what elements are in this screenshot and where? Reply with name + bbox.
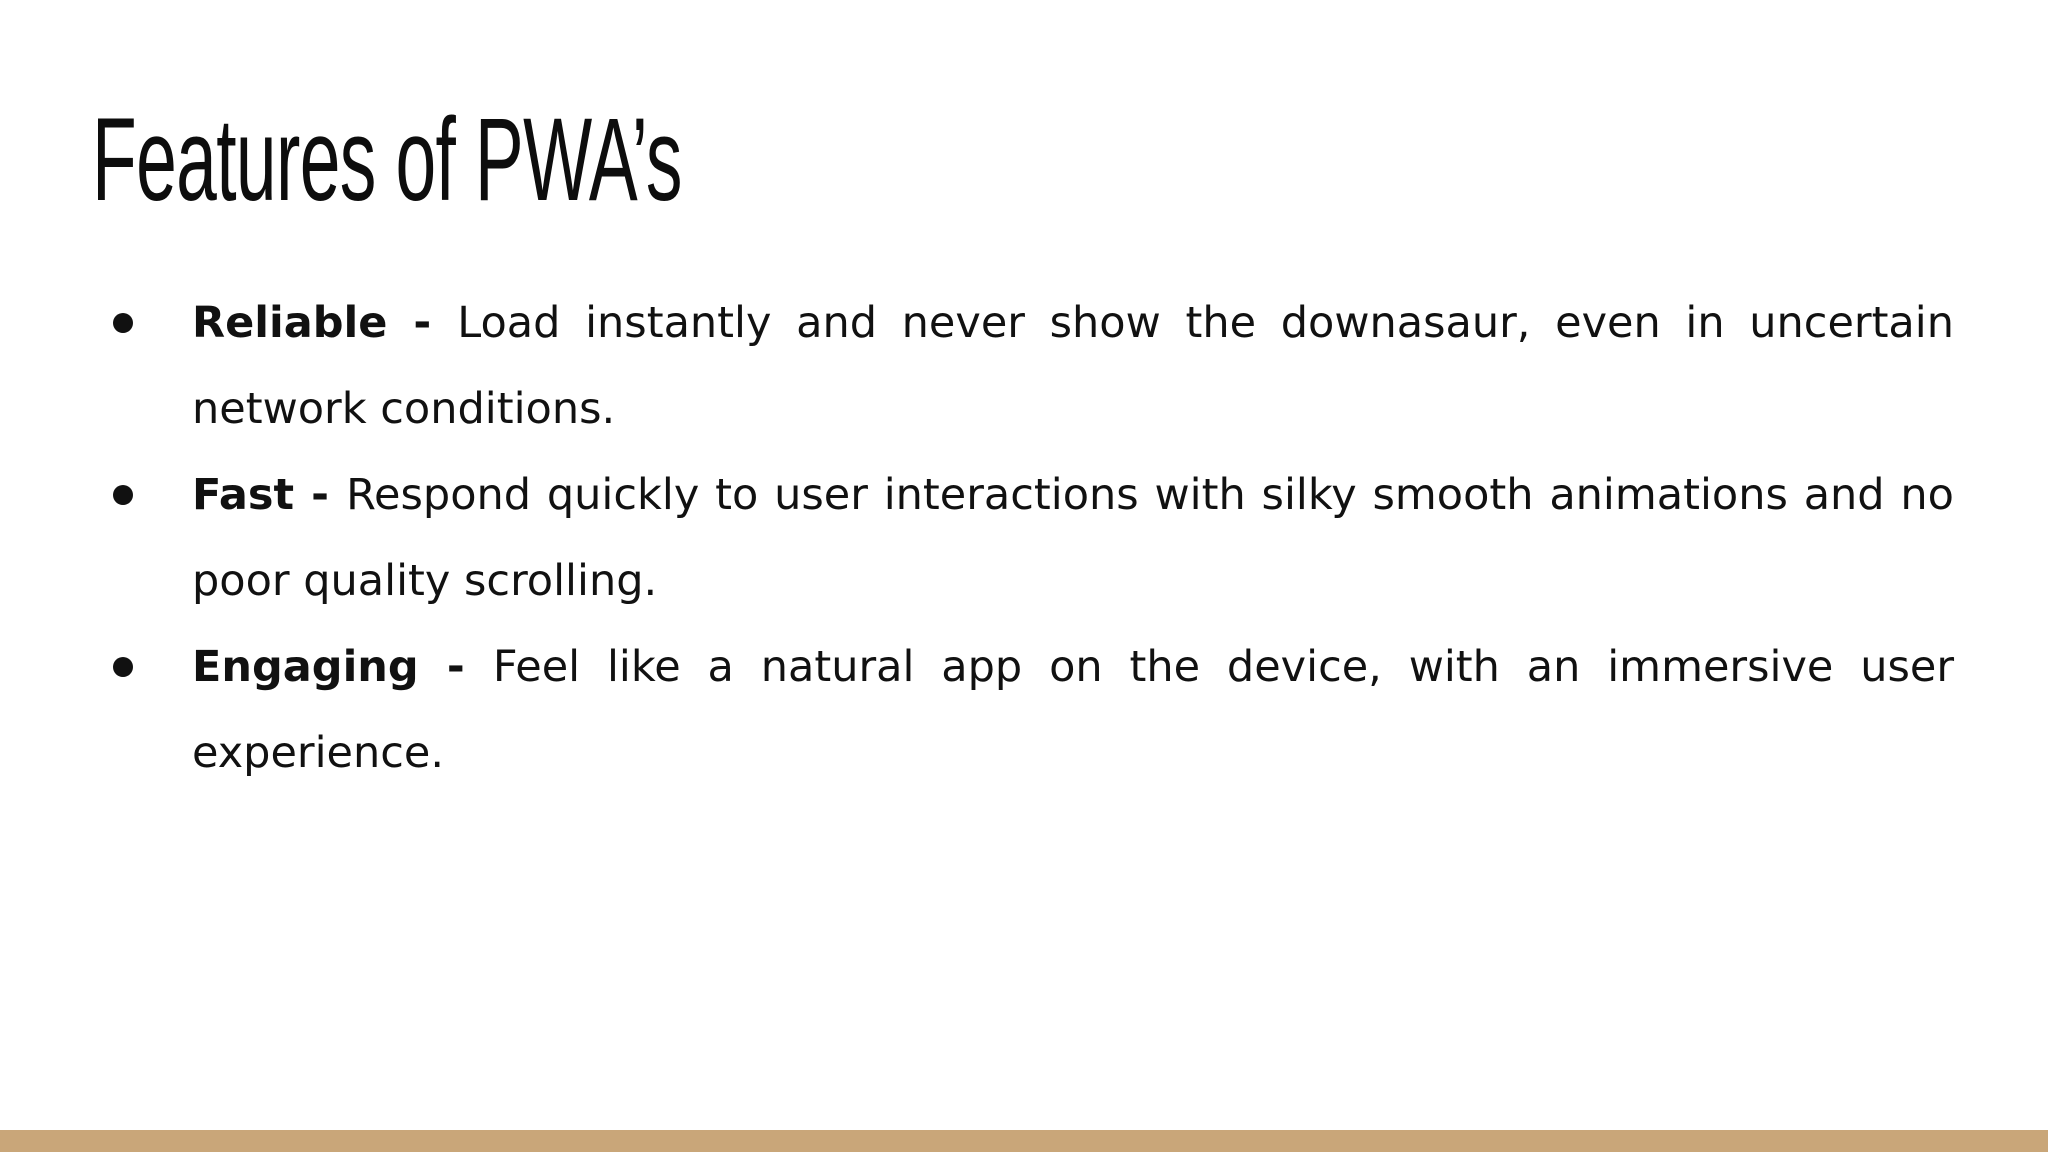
feature-list <box>110 280 1954 796</box>
feature-term: Fast - <box>192 470 347 520</box>
feature-description: Respond quickly to user interactions with silky smooth animations and no poor quality scrolling. <box>192 470 1954 606</box>
bullet-icon <box>113 485 133 505</box>
bullet-icon <box>113 313 133 333</box>
feature-term: Reliable - <box>192 298 458 348</box>
bullet-icon <box>113 657 133 677</box>
feature-item-engaging <box>110 624 1954 796</box>
feature-item-reliable <box>110 280 1954 452</box>
feature-description: Feel like a natural app on the device, with an immersive user experience. <box>192 642 1954 778</box>
feature-term: Engaging - <box>192 642 493 692</box>
feature-description: Load instantly and never show the downasaur, even in uncertain network conditions. <box>192 298 1954 434</box>
feature-item-fast <box>110 452 1954 624</box>
slide-title: Features of PWA’s <box>92 94 682 226</box>
footer-accent-bar <box>0 1130 2048 1152</box>
